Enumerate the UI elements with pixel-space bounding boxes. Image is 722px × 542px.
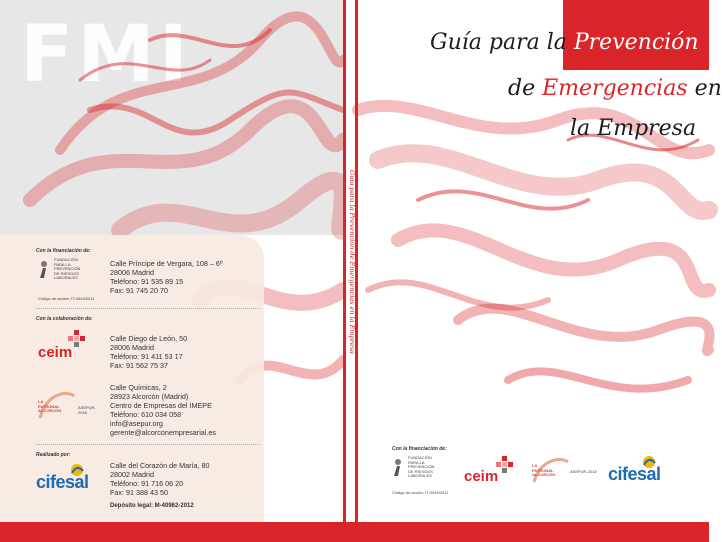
ceim-address: Calle Diego de León, 50 28006 Madrid Teléfono: 91 411 53 17 Fax: 91 562 75 37 (110, 334, 188, 370)
spine (343, 0, 358, 542)
legal-deposit: Depósito legal: M-40962-2012 (110, 503, 194, 509)
financiacion-label: Con la financiación de: (392, 446, 447, 452)
person-icon (392, 458, 404, 476)
person-icon (38, 260, 50, 278)
ceim-mosaic-icon (68, 330, 88, 350)
financiacion-label: Con la financiación de: (36, 248, 91, 254)
title-line-2: de Emergencias en (508, 76, 722, 101)
cifesal-logo: cifesal (608, 454, 678, 494)
asepur-logo: LA PATRONAL ALCORCÓN ASEPUR-2018 (36, 386, 102, 430)
fundacion-address: Calle Príncipe de Vergara, 108 – 6º 28006 Madrid Teléfono: 91 535 89 15 Fax: 91 745 20 70 (110, 259, 223, 295)
title-line-1: Guía para la Prevención (430, 30, 699, 55)
realizado-label: Realizado por: (36, 452, 71, 458)
separator (36, 308, 260, 309)
ceim-logo: ceim (38, 330, 104, 364)
ceim-logo: ceim (464, 454, 528, 494)
action-code: Código de acción: IT-0049/2011 (392, 490, 449, 495)
asepur-logo: LA PATRONAL ALCORCÓN ASEPUR-2018 (530, 452, 600, 492)
asepur-address: Calle Químicas, 2 28923 Alcorcón (Madrid) Centro de Empresas del IMEPE Teléfono: 610 034 058 info@asepur.org gerente@alcorconempresarial.es (110, 383, 216, 437)
back-cover: FMI Con la financiación de: FUNDACIÓN PARA LA PREVENCIÓN DE RIESGOS LABORALES Código de acción: IT-0049/2011 Calle Príncipe de Vergara, 108 – 6º 28006 Madrid Teléfono: 91 535 89 15 Fax: 91 745 20 70 Con la colaboración de: ceim Calle Diego de León, 50 28006 Madrid Teléfono: 91 411 53 17 Fax: 91 562 75 37 LA PATRONAL ALCORCÓN ASEPUR-2018 Calle Químicas, 2 28923 Alcorcón (Madrid) Centro de Empresas del IMEPE Teléfono: 610 034 058 info@asepur.org gerente@alcorconempresarial.es Realizado por: cifesal Calle del Corazón de María, 80 28002 Madrid Teléfono: 91 716 06 20 Fax: 91 388 43 50 Depósito legal: M-40962-2012 (0, 0, 343, 542)
colaboracion-label: Con la colaboración de: (36, 316, 93, 322)
ghost-letters: FMI (20, 10, 192, 100)
cifesal-logo: cifesal (36, 462, 102, 496)
spine-title: Guía para la Prevención de Emergencias en la Empresa (348, 170, 356, 354)
front-cover (358, 0, 722, 542)
bottom-red-bar (0, 522, 709, 542)
action-code: Código de acción: IT-0049/2011 (38, 296, 95, 301)
ceim-mosaic-icon (496, 456, 516, 476)
fundacion-logo: FUNDACIÓN PARA LA PREVENCIÓN DE RIESGOS LABORALES Código de acción: IT-0049/2011 (392, 455, 449, 495)
title-line-3: la Empresa (570, 116, 697, 141)
separator (36, 444, 260, 445)
cifesal-address: Calle del Corazón de María, 80 28002 Madrid Teléfono: 91 716 06 20 Fax: 91 388 43 50 (110, 461, 210, 497)
